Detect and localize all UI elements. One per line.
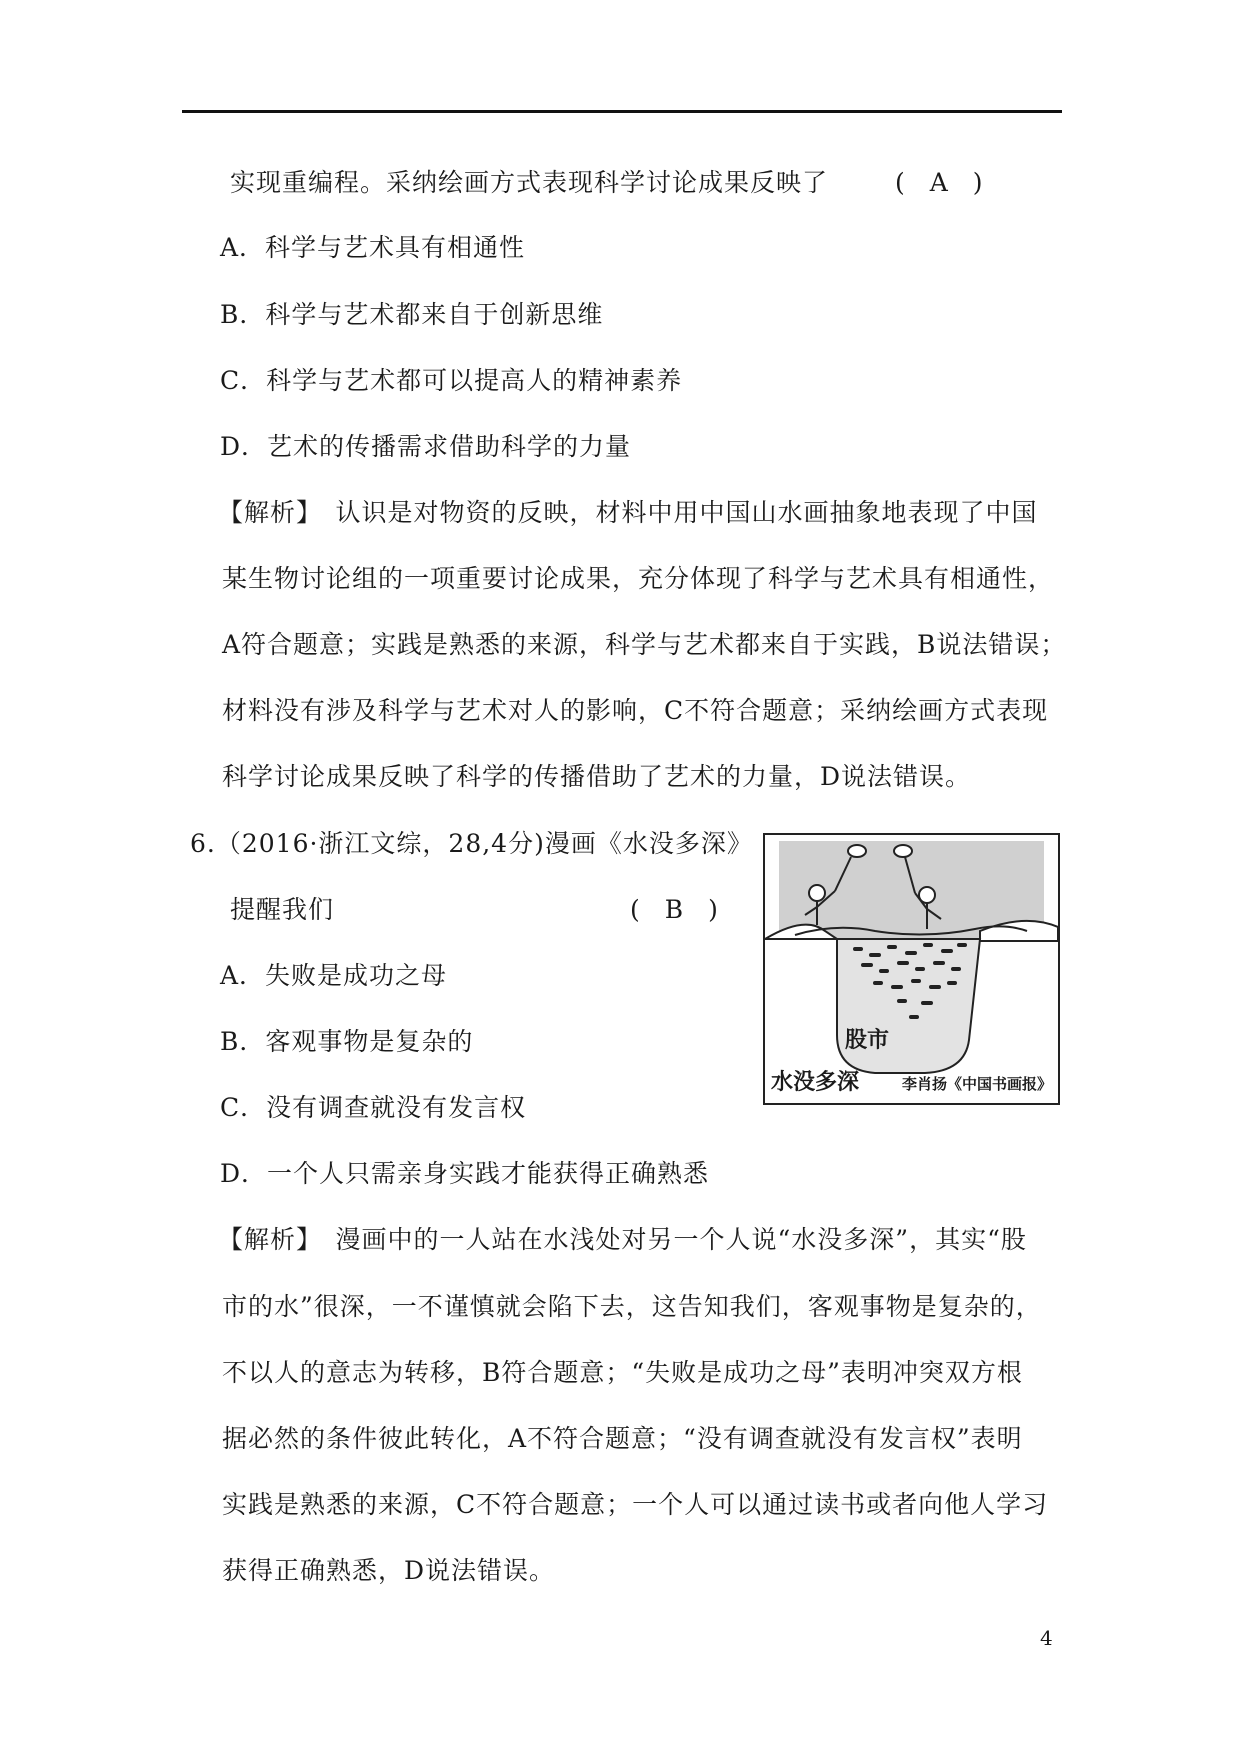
q5-option-a: A．科学与艺术具有相通性: [220, 233, 526, 262]
q6-stem-line2: 提醒我们: [230, 895, 335, 924]
q6-analysis-line: 市的水”很深，一不谨慎就会陷下去，这告知我们，客观事物是复杂的，: [222, 1292, 1042, 1321]
q6-option-a: A．失败是成功之母: [220, 961, 448, 990]
q6-option-d: D．一个人只需亲身实践才能获得正确熟悉: [220, 1159, 710, 1188]
cartoon-credit: 李肖扬《中国书画报》: [901, 1075, 1052, 1093]
q5-analysis-line: 某生物讨论组的一项重要讨论成果，充分体现了科学与艺术具有相通性，: [222, 564, 1055, 593]
q5-answer: ( A ): [895, 168, 983, 197]
cartoon-figure: [763, 833, 1060, 1105]
page-number: 4: [1040, 1626, 1053, 1650]
q6-option-c: C．没有调查就没有发言权: [220, 1093, 527, 1122]
q6-analysis-line: 据必然的条件彼此转化，A不符合题意；“没有调查就没有发言权”表明: [222, 1424, 1023, 1453]
q6-answer: ( B ): [630, 895, 718, 924]
q6-analysis-line: 【解析】 漫画中的一人站在水浅处对另一个人说“水没多深”，其实“股: [218, 1225, 1027, 1254]
cartoon-drawing: [765, 835, 1058, 1103]
q5-analysis-line: 科学讨论成果反映了科学的传播借助了艺术的力量，D说法错误。: [222, 762, 972, 791]
q5-analysis-line: 材料没有涉及科学与艺术对人的影响，C不符合题意；采纳绘画方式表现: [222, 696, 1049, 725]
q5-stem-continuation: 实现重编程。采纳绘画方式表现科学讨论成果反映了: [230, 168, 829, 197]
q6-analysis-line: 不以人的意志为转移，B符合题意；“失败是成功之母”表明冲突双方根: [222, 1358, 1023, 1387]
cartoon-pit-label: 股市: [845, 1028, 890, 1053]
q6-stem-line1: 6.（2016·浙江文综，28,4分)漫画《水没多深》: [190, 829, 753, 858]
q5-option-d: D．艺术的传播需求借助科学的力量: [220, 432, 632, 461]
q5-analysis-line: A符合题意；实践是熟悉的来源，科学与艺术都来自于实践，B说法错误；: [222, 630, 1067, 659]
q6-option-b: B．客观事物是复杂的: [220, 1027, 474, 1056]
q6-analysis-line: 获得正确熟悉，D说法错误。: [222, 1556, 556, 1585]
q6-analysis-line: 实践是熟悉的来源，C不符合题意；一个人可以通过读书或者向他人学习: [222, 1490, 1049, 1519]
q5-option-b: B．科学与艺术都来自于创新思维: [220, 300, 604, 329]
q5-option-c: C．科学与艺术都可以提高人的精神素养: [220, 366, 683, 395]
q5-analysis-line: 【解析】 认识是对物资的反映，材料中用中国山水画抽象地表现了中国: [218, 498, 1038, 527]
cartoon-title: 水没多深: [771, 1070, 860, 1095]
header-rule: [182, 110, 1062, 113]
